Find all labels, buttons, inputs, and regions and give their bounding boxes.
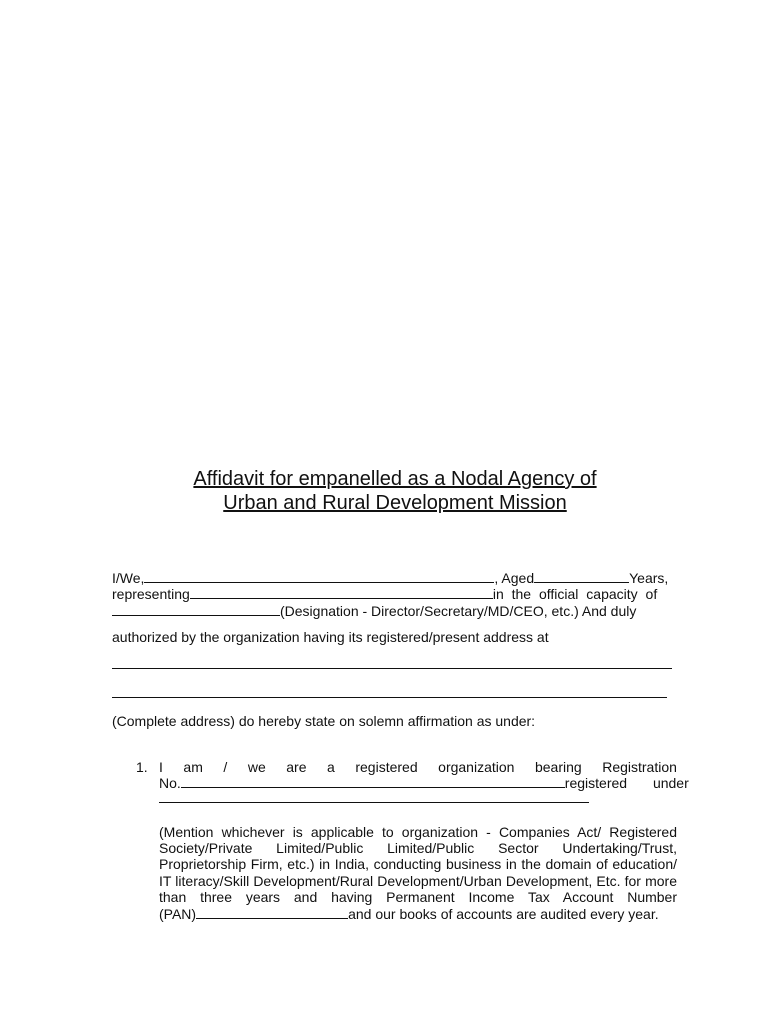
intro-line-4: authorized by the organization having its registered/present address at (112, 629, 549, 645)
registered-under-blank[interactable] (159, 802, 589, 803)
age-blank[interactable] (534, 570, 629, 583)
item-1-number: 1. (136, 759, 148, 775)
word: I (159, 759, 163, 775)
representing-label: representing (112, 586, 190, 602)
word: a (327, 759, 335, 775)
pan-line (159, 906, 659, 923)
document-title-line-1: Affidavit for empanelled as a Nodal Agency of (193, 468, 597, 490)
registered-label: registered under (564, 775, 689, 791)
aged-label: , Aged (494, 570, 535, 586)
address-line-2[interactable] (112, 697, 667, 698)
iwe-label: I/We, (112, 570, 145, 586)
mention-line-2: Society/Private Limited/Public Limited/Public Sector Undertaking/Trust, (159, 840, 677, 856)
word: / (223, 759, 228, 775)
mention-line-4: IT literacy/Skill Development/Rural Development/Urban Development, Etc. for more (159, 873, 677, 889)
word: organization (438, 759, 515, 775)
word: bearing (534, 759, 582, 775)
mention-line-1: (Mention whichever is applicable to organization - Companies Act/ Registered (159, 824, 677, 840)
word: we (247, 759, 266, 775)
item-1-first-line (159, 759, 677, 776)
word: are (286, 759, 307, 775)
capacity-label: in the official capacity of (492, 586, 658, 602)
pan-label: (PAN) (159, 906, 197, 922)
complete-address-line: (Complete address) do hereby state on solemn affirmation as under: (112, 713, 536, 729)
years-label: Years, (629, 570, 669, 586)
word: Registration (602, 759, 677, 775)
name-blank[interactable] (144, 570, 494, 583)
intro-line-2 (112, 586, 657, 603)
intro-line-1 (112, 570, 668, 587)
document-title-line-2: Urban and Rural Development Mission (223, 492, 567, 514)
organization-blank[interactable] (190, 586, 493, 599)
word: registered (355, 759, 418, 775)
no-label: No. (159, 775, 181, 791)
address-line-1[interactable] (112, 668, 672, 669)
designation-blank[interactable] (112, 603, 280, 616)
registration-no-group (159, 775, 689, 792)
word: am (183, 759, 203, 775)
designation-label: (Designation - Director/Secretary/MD/CEO, etc.) And duly (280, 603, 637, 619)
intro-line-3 (112, 603, 636, 620)
pan-tail: and our books of accounts are audited every year. (348, 906, 659, 922)
mention-line-3: Proprietorship Firm, etc.) in India, conducting business in the domain of education/ (159, 856, 677, 872)
pan-blank[interactable] (196, 906, 348, 919)
item-1-second-line (159, 775, 689, 792)
mention-line-5: than three years and having Permanent Income Tax Account Number (159, 889, 677, 905)
registration-number-blank[interactable] (181, 775, 565, 788)
